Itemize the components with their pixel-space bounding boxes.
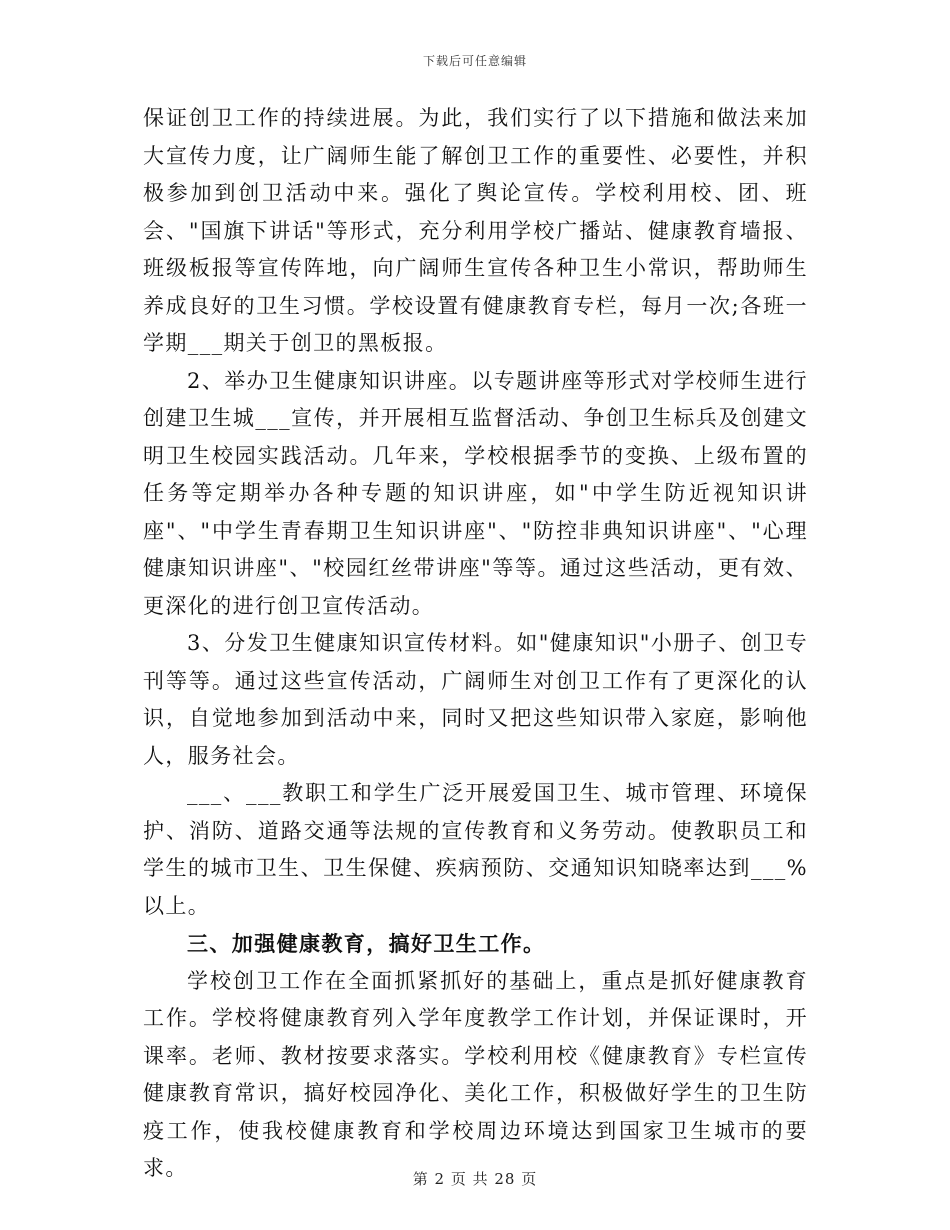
page-header: 下载后可任意编辑	[422, 54, 527, 68]
paragraph-item-4: ___、___教职工和学生广泛开展爱国卫生、城市管理、环境保护、消防、道路交通等法规的宣传教育和义务劳动。使教职员工和学生的城市卫生、卫生保健、疾病预防、交通知识知晓率达到___%以上。	[143, 781, 808, 918]
section-heading: 三、加强健康教育，搞好卫生工作。	[187, 931, 546, 956]
paragraph-item-3: 3、分发卫生健康知识宣传材料。如"健康知识"小册子、创卫专刊等等。通过这些宣传活动，广阔师生对创卫工作有了更深化的认识，自觉地参加到活动中来，同时又把这些知识带入家庭，影响他人，服务社会。	[143, 631, 808, 768]
page-number: 第 2 页 共 28 页	[412, 1170, 538, 1188]
paragraph-continuation: 保证创卫工作的持续进展。为此，我们实行了以下措施和做法来加大宣传力度，让广阔师生能了解创卫工作的重要性、必要性，并积极参加到创卫活动中来。强化了舆论宣传。学校利用校、团、班会、"国旗下讲话"等形式，充分利用学校广播站、健康教育墙报、班级板报等宣传阵地，向广阔师生宣传各种卫生小常识，帮助师生养成良好的卫生习惯。学校设置有健康教育专栏，每月一次;各班一学期___期关于创卫的黑板报。	[143, 106, 808, 355]
document-body	[143, 100, 808, 1188]
paragraph-item-2: 2、举办卫生健康知识讲座。以专题讲座等形式对学校师生进行创建卫生城___宣传，并开展相互监督活动、争创卫生标兵及创建文明卫生校园实践活动。几年来，学校根据季节的变换、上级布置的任务等定期举办各种专题的知识讲座，如"中学生防近视知识讲座"、"中学生青春期卫生知识讲座"、"防控非典知识讲座"、"心理健康知识讲座"、"校园红丝带讲座"等等。通过这些活动，更有效、更深化的进行创卫宣传活动。	[143, 368, 808, 618]
paragraph-health-education: 学校创卫工作在全面抓紧抓好的基础上，重点是抓好健康教育工作。学校将健康教育列入学年度教学工作计划，并保证课时，开课率。老师、教材按要求落实。学校利用校《健康教育》专栏宣传健康教育常识，搞好校园净化、美化工作，积极做好学生的卫生防疫工作，使我校健康教育和学校周边环境达到国家卫生城市的要求。	[143, 968, 808, 1180]
